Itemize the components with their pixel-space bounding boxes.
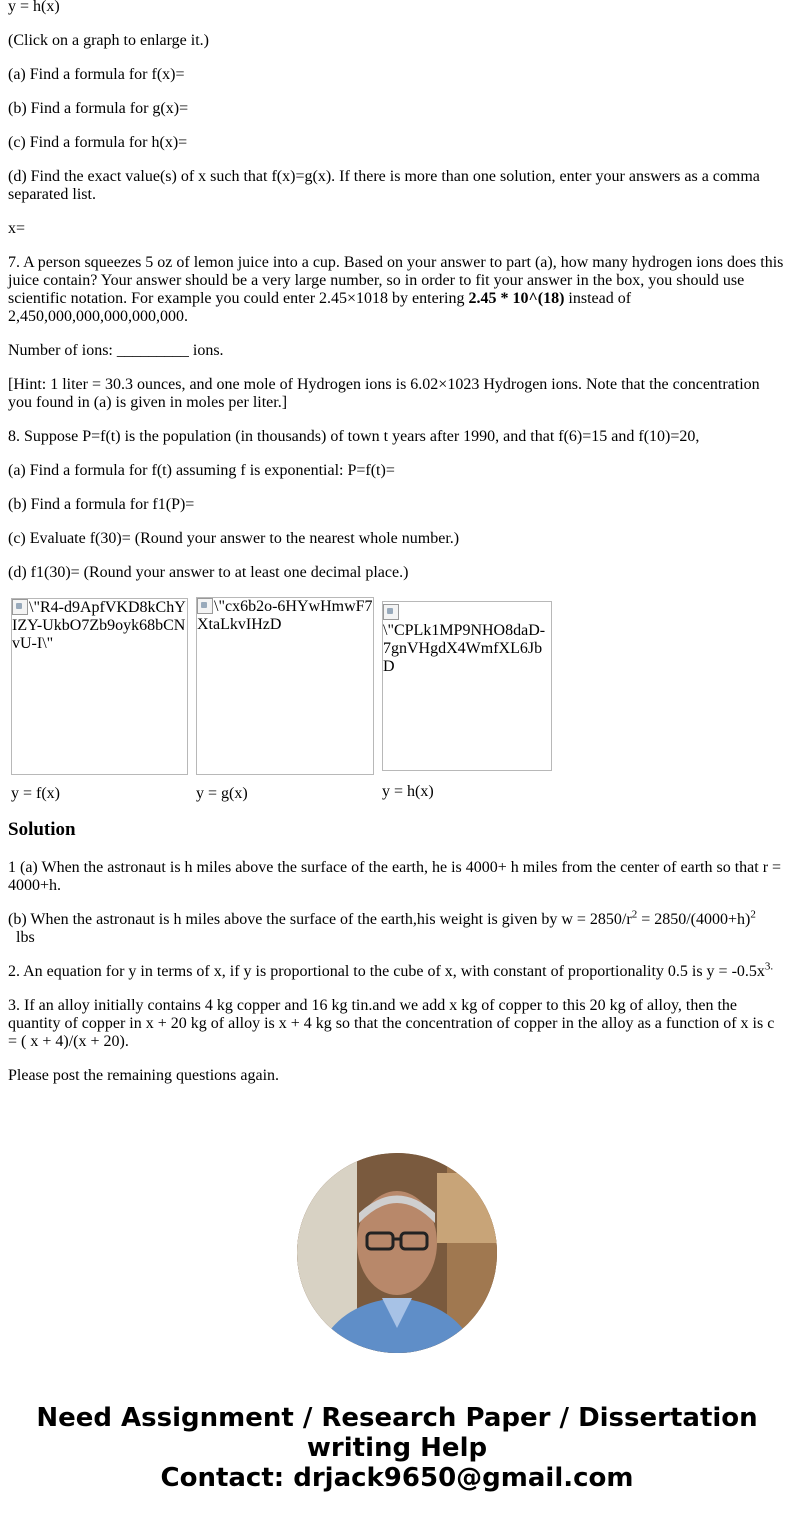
graph-row xyxy=(8,598,786,803)
graph-g-caption: y = g(x) xyxy=(196,785,248,802)
question-7 xyxy=(8,254,786,326)
s1b-exponent-2: 2 xyxy=(750,908,756,921)
s1b-unit: lbs xyxy=(16,929,35,946)
click-note: (Click on a graph to enlarge it.) xyxy=(8,32,209,49)
graph-h-caption: y = h(x) xyxy=(382,783,434,800)
question-b: (b) Find a formula for g(x)= xyxy=(8,100,189,117)
broken-image-icon xyxy=(197,598,213,614)
solution-4: Please post the remaining questions again. xyxy=(8,1067,280,1084)
question-8d: (d) f1(30)= (Round your answer to at least one decimal place.) xyxy=(8,564,409,581)
solution-3: 3. If an alloy initially contains 4 kg copper and 16 kg tin.and we add x kg of copper to this 20 kg of alloy, then the quantity of copper in x + 20 kg of alloy is x + 4 kg so that the concentration of copper in the alloy as a function of x is c = ( x + 4)/(x + 20). xyxy=(8,997,775,1050)
promo-contact: Contact: drjack9650@gmail.com xyxy=(160,1463,634,1493)
s1b-mid: = 2850/(4000+h) xyxy=(637,911,751,928)
s1b-exponent: 2 xyxy=(631,908,638,921)
hint: [Hint: 1 liter = 30.3 ounces, and one mole of Hydrogen ions is 6.02×1023 Hydrogen ions. Note that the concentration you found in (a) is given in moles per liter.] xyxy=(8,376,760,411)
s1b-text: (b) When the astronaut is h miles above the surface of the earth,his weight is given by w = 2850/r xyxy=(8,911,632,928)
question-c: (c) Find a formula for h(x)= xyxy=(8,134,188,151)
graph-f xyxy=(11,598,188,803)
solution-2 xyxy=(8,960,786,981)
question-8c: (c) Evaluate f(30)= (Round your answer to the nearest whole number.) xyxy=(8,530,460,547)
s2-exponent: 3. xyxy=(764,960,774,973)
promo-line-2: writing Help xyxy=(306,1433,488,1463)
graph-f-caption: y = f(x) xyxy=(11,785,61,802)
solution-heading: Solution xyxy=(8,819,76,840)
s2-text: 2. An equation for y in terms of x, if y is proportional to the cube of x, with constant of proportionality 0.5 is y = -0.5x xyxy=(8,963,765,980)
graph-f-alt: \"R4-d9ApfVKD8kChYIZY-UkbO7Zb9oyk68bCNvU-I\" xyxy=(12,599,186,652)
top-label: y = h(x) xyxy=(8,0,60,15)
avatar-portrait xyxy=(297,1153,497,1353)
graph-g xyxy=(196,597,374,803)
solution-1b xyxy=(8,908,786,947)
graph-f-image[interactable] xyxy=(11,598,188,775)
question-8: 8. Suppose P=f(t) is the population (in thousands) of town t years after 1990, and that f(6)=15 and f(10)=20, xyxy=(8,428,700,445)
broken-image-icon xyxy=(12,599,28,615)
question-8a: (a) Find a formula for f(t) assuming f is exponential: P=f(t)= xyxy=(8,462,395,479)
graph-h-alt: \"CPLk1MP9NHO8daD-7gnVHgdX4WmfXL6JbD xyxy=(383,622,546,675)
graph-g-alt: \"cx6b2o-6HYwHmwF7XtaLkvIHzD xyxy=(197,598,373,633)
solution-1a: 1 (a) When the astronaut is h miles above the surface of the earth, he is 4000+ h miles from the center of earth so that r = 4000+h. xyxy=(8,859,782,894)
question-a: (a) Find a formula for f(x)= xyxy=(8,66,185,83)
broken-image-icon xyxy=(383,604,399,620)
promo-line-1: Need Assignment / Research Paper / Dissertation xyxy=(36,1403,758,1433)
promo-banner xyxy=(0,1403,794,1493)
q7-text-end: instead of 2,450,000,000,000,000,000. xyxy=(8,290,632,325)
question-8b: (b) Find a formula for f1(P)= xyxy=(8,496,195,513)
author-avatar xyxy=(297,1153,497,1353)
graph-h-image[interactable] xyxy=(382,601,552,771)
graph-g-image[interactable] xyxy=(196,597,374,775)
ions-line: Number of ions: _________ ions. xyxy=(8,342,224,359)
question-d: (d) Find the exact value(s) of x such that f(x)=g(x). If there is more than one solution, enter your answers as a comma separated list. xyxy=(8,168,760,203)
x-equals: x= xyxy=(8,220,26,237)
q7-example: 2.45 * 10^(18) xyxy=(468,290,565,307)
graph-h xyxy=(382,601,552,803)
q7-text: 7. A person squeezes 5 oz of lemon juice into a cup. Based on your answer to part (a), how many hydrogen ions does this juice contain? Your answer should be a very large number, so in order to fit your answer in the box, you should use scientific notation. For example you could enter 2.45×1018 by entering xyxy=(8,254,784,307)
document-body xyxy=(8,0,786,1101)
